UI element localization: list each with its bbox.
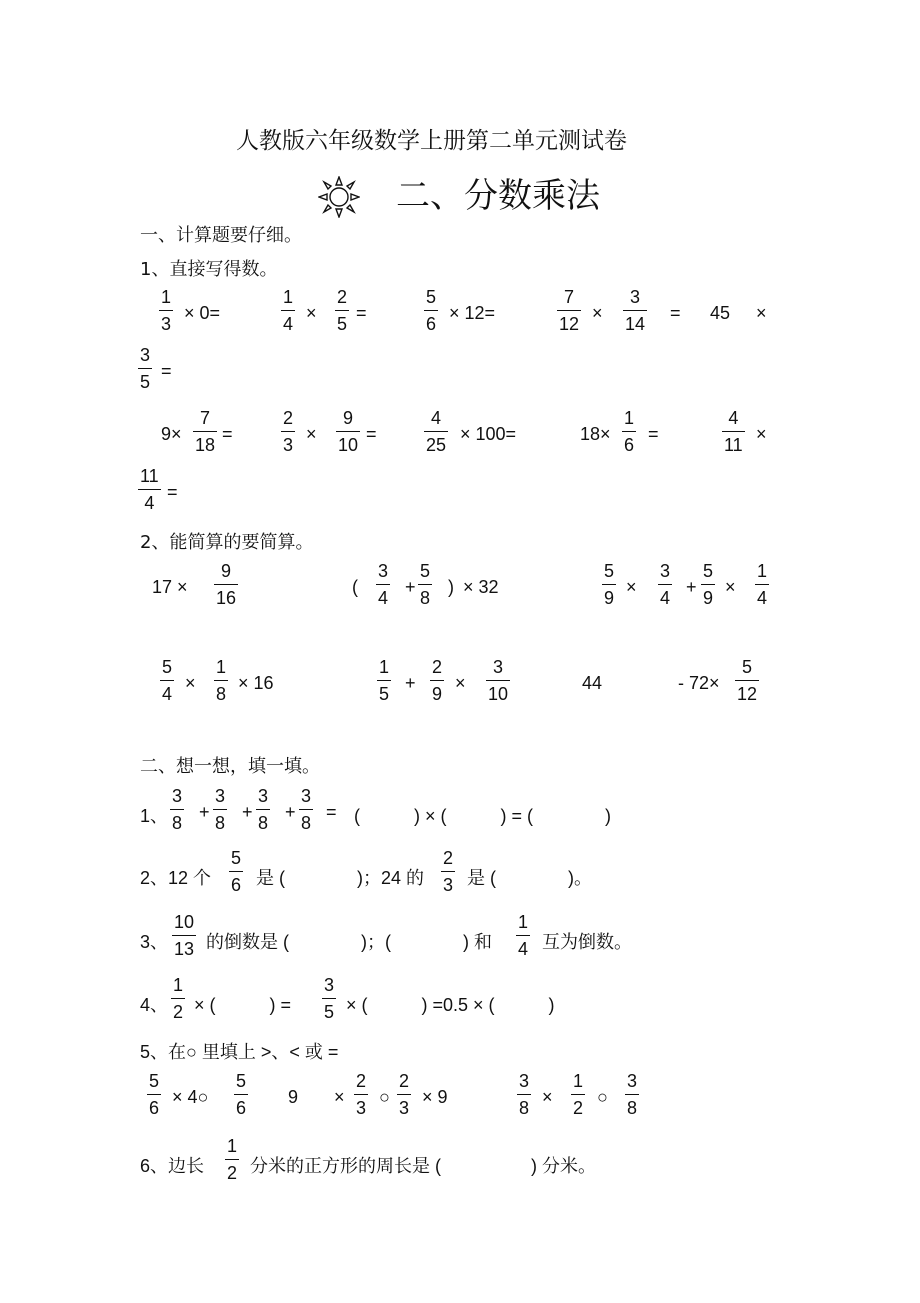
fraction: 1 4	[757, 561, 768, 608]
operator: +	[242, 802, 253, 822]
operator: × 0=	[184, 303, 221, 323]
operator: =	[161, 361, 172, 381]
fraction: 5 6	[149, 1071, 160, 1118]
operator: ×	[756, 303, 767, 323]
operator: × 100=	[460, 424, 517, 444]
fraction: 1 3	[161, 287, 172, 334]
fraction: 5 6	[236, 1071, 247, 1118]
fraction: 9 10	[338, 408, 359, 455]
fraction: 2 3	[356, 1071, 367, 1118]
operator: =	[356, 303, 367, 323]
operator: ×	[455, 673, 466, 693]
expression-part: 17 ×	[152, 577, 188, 597]
operator: ×	[626, 577, 637, 597]
fraction: 3 4	[660, 561, 671, 608]
fraction: 9 16	[216, 561, 237, 608]
answer-blanks[interactable]: 是 ( )；24 的	[256, 868, 425, 888]
question-label: 2、12 个	[140, 868, 212, 888]
fraction: 3 8	[627, 1071, 638, 1118]
fraction: 1 4	[518, 912, 529, 959]
operator: ×	[306, 424, 317, 444]
fraction: 4 11	[724, 408, 743, 455]
paren: )	[448, 577, 454, 597]
operator: ×	[334, 1087, 345, 1107]
fraction: 1 2	[227, 1136, 238, 1183]
section2-heading: 二、想一想，填一填。	[140, 756, 320, 777]
fraction: 2 3	[283, 408, 294, 455]
number: 9	[288, 1087, 299, 1107]
fraction: 5 12	[737, 657, 758, 704]
fraction: 3 5	[140, 345, 151, 392]
fraction: 2 3	[443, 848, 454, 895]
fraction: 3 14	[625, 287, 646, 334]
number: 9×	[161, 424, 182, 444]
operator: ×	[725, 577, 736, 597]
fraction: 7 12	[559, 287, 580, 334]
fraction: 1 4	[283, 287, 294, 334]
compare-circle[interactable]: ○	[379, 1087, 390, 1107]
sun-icon	[318, 176, 360, 218]
q2-label: 2、能简算的要简算。	[140, 532, 314, 553]
operator: =	[648, 424, 659, 444]
fraction: 1 2	[173, 975, 184, 1022]
fraction: 5 4	[162, 657, 173, 704]
answer-blanks[interactable]: ( ) × ( ) = ( )	[354, 806, 611, 826]
operator: =	[326, 802, 337, 822]
answer-blanks[interactable]: 的倒数是 ( )；( ) 和	[206, 932, 492, 952]
fraction: 2 5	[337, 287, 348, 334]
fraction: 5 8	[420, 561, 431, 608]
answer-blanks[interactable]: 分米的正方形的周长是 ( ) 分米。	[250, 1156, 596, 1176]
section1-heading: 一、计算题要仔细。	[140, 225, 302, 246]
fraction: 3 4	[378, 561, 389, 608]
fraction: 1 8	[216, 657, 227, 704]
question-text: 互为倒数。	[542, 932, 632, 952]
paren: (	[352, 577, 358, 597]
operator: ×	[542, 1087, 553, 1107]
fraction: 4 25	[426, 408, 447, 455]
operator: +	[405, 577, 416, 597]
operator: =	[222, 424, 233, 444]
operator: ×	[185, 673, 196, 693]
fraction: 3 8	[301, 786, 312, 833]
answer-blanks[interactable]: 是 ( )。	[467, 868, 592, 888]
fraction: 2 9	[432, 657, 443, 704]
fraction: 5 6	[231, 848, 242, 895]
operator: +	[199, 802, 210, 822]
fraction: 3 8	[519, 1071, 530, 1118]
unit-title: 二、分数乘法	[396, 176, 600, 216]
fraction: 3 8	[215, 786, 226, 833]
fraction: 3 5	[324, 975, 335, 1022]
fraction: 10 13	[174, 912, 195, 959]
fraction: 1 2	[573, 1071, 584, 1118]
number: 44	[582, 673, 603, 693]
page-title: 人教版六年级数学上册第二单元测试卷	[236, 128, 627, 154]
fraction: 3 8	[258, 786, 269, 833]
compare-circle[interactable]: ○	[597, 1087, 608, 1107]
question-label: 3、	[140, 932, 169, 952]
fraction: 5 9	[604, 561, 615, 608]
fraction: 5 6	[426, 287, 437, 334]
operator: +	[405, 673, 416, 693]
q1-label: 1、直接写得数。	[140, 259, 278, 280]
number: 18×	[580, 424, 611, 444]
question-label: 4、	[140, 995, 169, 1015]
expression-part: × 9	[422, 1087, 448, 1107]
operator: =	[366, 424, 377, 444]
fraction: 7 18	[195, 408, 216, 455]
fraction: 3 10	[488, 657, 509, 704]
compare-expression[interactable]: × 4○	[172, 1087, 209, 1107]
operator: =	[670, 303, 681, 323]
expression-part: - 72×	[678, 673, 720, 693]
question-label: 1、	[140, 806, 169, 826]
operator: ×	[306, 303, 317, 323]
question-label: 6、边长	[140, 1156, 205, 1176]
answer-blanks[interactable]: × ( ) =	[194, 995, 292, 1015]
operator: ×	[756, 424, 767, 444]
fraction: 2 3	[399, 1071, 410, 1118]
operator: +	[686, 577, 697, 597]
expression-part: × 16	[238, 673, 274, 693]
question-label: 5、在○ 里填上 >、< 或 =	[140, 1042, 339, 1062]
answer-blanks[interactable]: × ( ) =0.5 × ( )	[346, 995, 555, 1015]
operator: ×	[592, 303, 603, 323]
operator: × 12=	[449, 303, 496, 323]
fraction: 11 4	[140, 466, 159, 513]
operator: +	[285, 802, 296, 822]
number: 45	[710, 303, 731, 323]
expression-part: × 32	[463, 577, 499, 597]
fraction: 1 6	[624, 408, 635, 455]
fraction: 1 5	[379, 657, 390, 704]
fraction: 3 8	[172, 786, 183, 833]
fraction: 5 9	[703, 561, 714, 608]
operator: =	[167, 482, 178, 502]
